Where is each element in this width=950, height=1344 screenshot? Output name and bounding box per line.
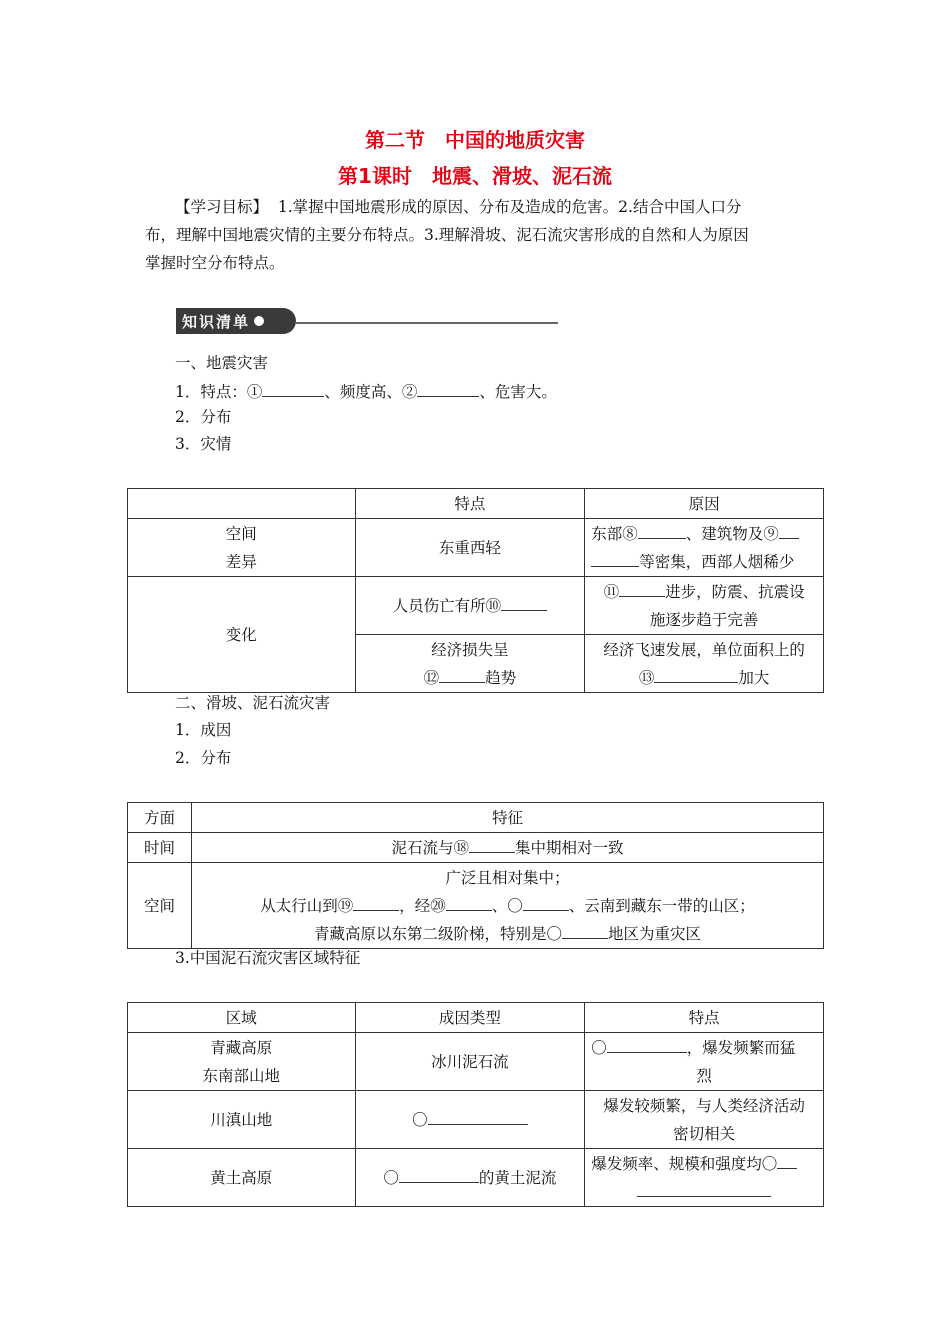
table3-header-region: 区域	[128, 1003, 356, 1033]
knowledge-list-banner	[176, 308, 296, 334]
table1-row1-label: 空间 差异	[128, 519, 356, 577]
page-title: 第二节 中国的地质灾害	[365, 128, 585, 152]
part2-item1: 1．成因	[175, 721, 232, 739]
item1-text-b: 、频度高、②	[324, 383, 418, 401]
table3-r3-type: 〇 的黄土泥流	[355, 1149, 585, 1207]
debris-flow-table	[127, 1002, 824, 1207]
table3-r2-feature: 爆发较频繁，与人类经济活动 密切相关	[585, 1091, 824, 1149]
table3-r2-type: 〇	[355, 1091, 585, 1149]
table1-row1-feature: 东重西轻	[355, 519, 585, 577]
item1-text-a: 1．特点：①	[175, 383, 263, 401]
table3-header-type: 成因类型	[355, 1003, 585, 1033]
objectives-line-3: 掌握时空分布特点。	[145, 254, 285, 272]
table3-r1-feature: 〇 ，爆发频繁而猛 烈	[585, 1033, 824, 1091]
table1-header-reason: 原因	[585, 489, 824, 519]
table3-r3-region: 黄土高原	[128, 1149, 356, 1207]
table2-time-label: 时间	[128, 833, 192, 863]
table3-r1-type: 冰川泥石流	[355, 1033, 585, 1091]
item1-text-c: 、危害大。	[479, 383, 557, 401]
part2-item2: 2．分布	[175, 749, 232, 767]
table3-r1-region: 青藏高原 东南部山地	[128, 1033, 356, 1091]
part3-heading: 3.中国泥石流灾害区域特征	[175, 949, 361, 967]
table3-r3-feature: 爆发频率、规模和强度均〇	[585, 1149, 824, 1207]
table1-row1-reason: 东部⑧ 、建筑物及⑨ 等密集，西部人烟稀少	[585, 519, 824, 577]
objectives-line-2: 布，理解中国地震灾情的主要分布特点。3.理解滑坡、泥石流灾害形成的自然和人为原因	[145, 226, 749, 244]
learning-objectives	[145, 193, 825, 221]
distribution-table	[127, 802, 824, 949]
blank-2	[417, 380, 479, 397]
table1-row2-reason1: ⑪ 进步，防震、抗震设 施逐步趋于完善	[585, 577, 824, 635]
page-subtitle: 第1课时 地震、滑坡、泥石流	[338, 164, 612, 188]
table2-time-value: 泥石流与⑱ 集中期相对一致	[191, 833, 823, 863]
banner-divider	[296, 322, 558, 324]
table3-r2-region: 川滇山地	[128, 1091, 356, 1149]
table1-row2-reason2: 经济飞速发展，单位面积上的 ⑬ 加大	[585, 635, 824, 693]
part1-heading: 一、地震灾害	[175, 354, 269, 372]
part1-item2: 2．分布	[175, 408, 232, 426]
part1-item1	[175, 380, 557, 402]
dot-icon	[254, 316, 264, 326]
table2-space-value: 广泛且相对集中； 从太行山到⑲ ，经⑳ 、〇 、云南到藏东一带的山区； 青藏高原以东第二级阶梯，特别是〇 地区为重灾区	[191, 863, 823, 949]
part2-heading: 二、滑坡、泥石流灾害	[175, 694, 331, 712]
table2-header-feature: 特征	[191, 803, 823, 833]
table1-row2-feature1: 人员伤亡有所⑩	[355, 577, 585, 635]
blank-1	[262, 380, 324, 397]
table3-header-feature: 特点	[585, 1003, 824, 1033]
objectives-line-1: 1.掌握中国地震形成的原因、分布及造成的危害。2.结合中国人口分	[277, 198, 742, 216]
table2-space-label: 空间	[128, 863, 192, 949]
disaster-table	[127, 488, 824, 693]
table1-header-feature: 特点	[355, 489, 585, 519]
table1-header-empty	[128, 489, 356, 519]
table2-header-aspect: 方面	[128, 803, 192, 833]
table1-row2-label: 变化	[128, 577, 356, 693]
part1-item3: 3．灾情	[175, 435, 232, 453]
table1-row2-feature2: 经济损失呈 ⑫ 趋势	[355, 635, 585, 693]
objectives-label: 【学习目标】	[175, 198, 269, 216]
banner-label: 知识清单	[182, 312, 251, 331]
